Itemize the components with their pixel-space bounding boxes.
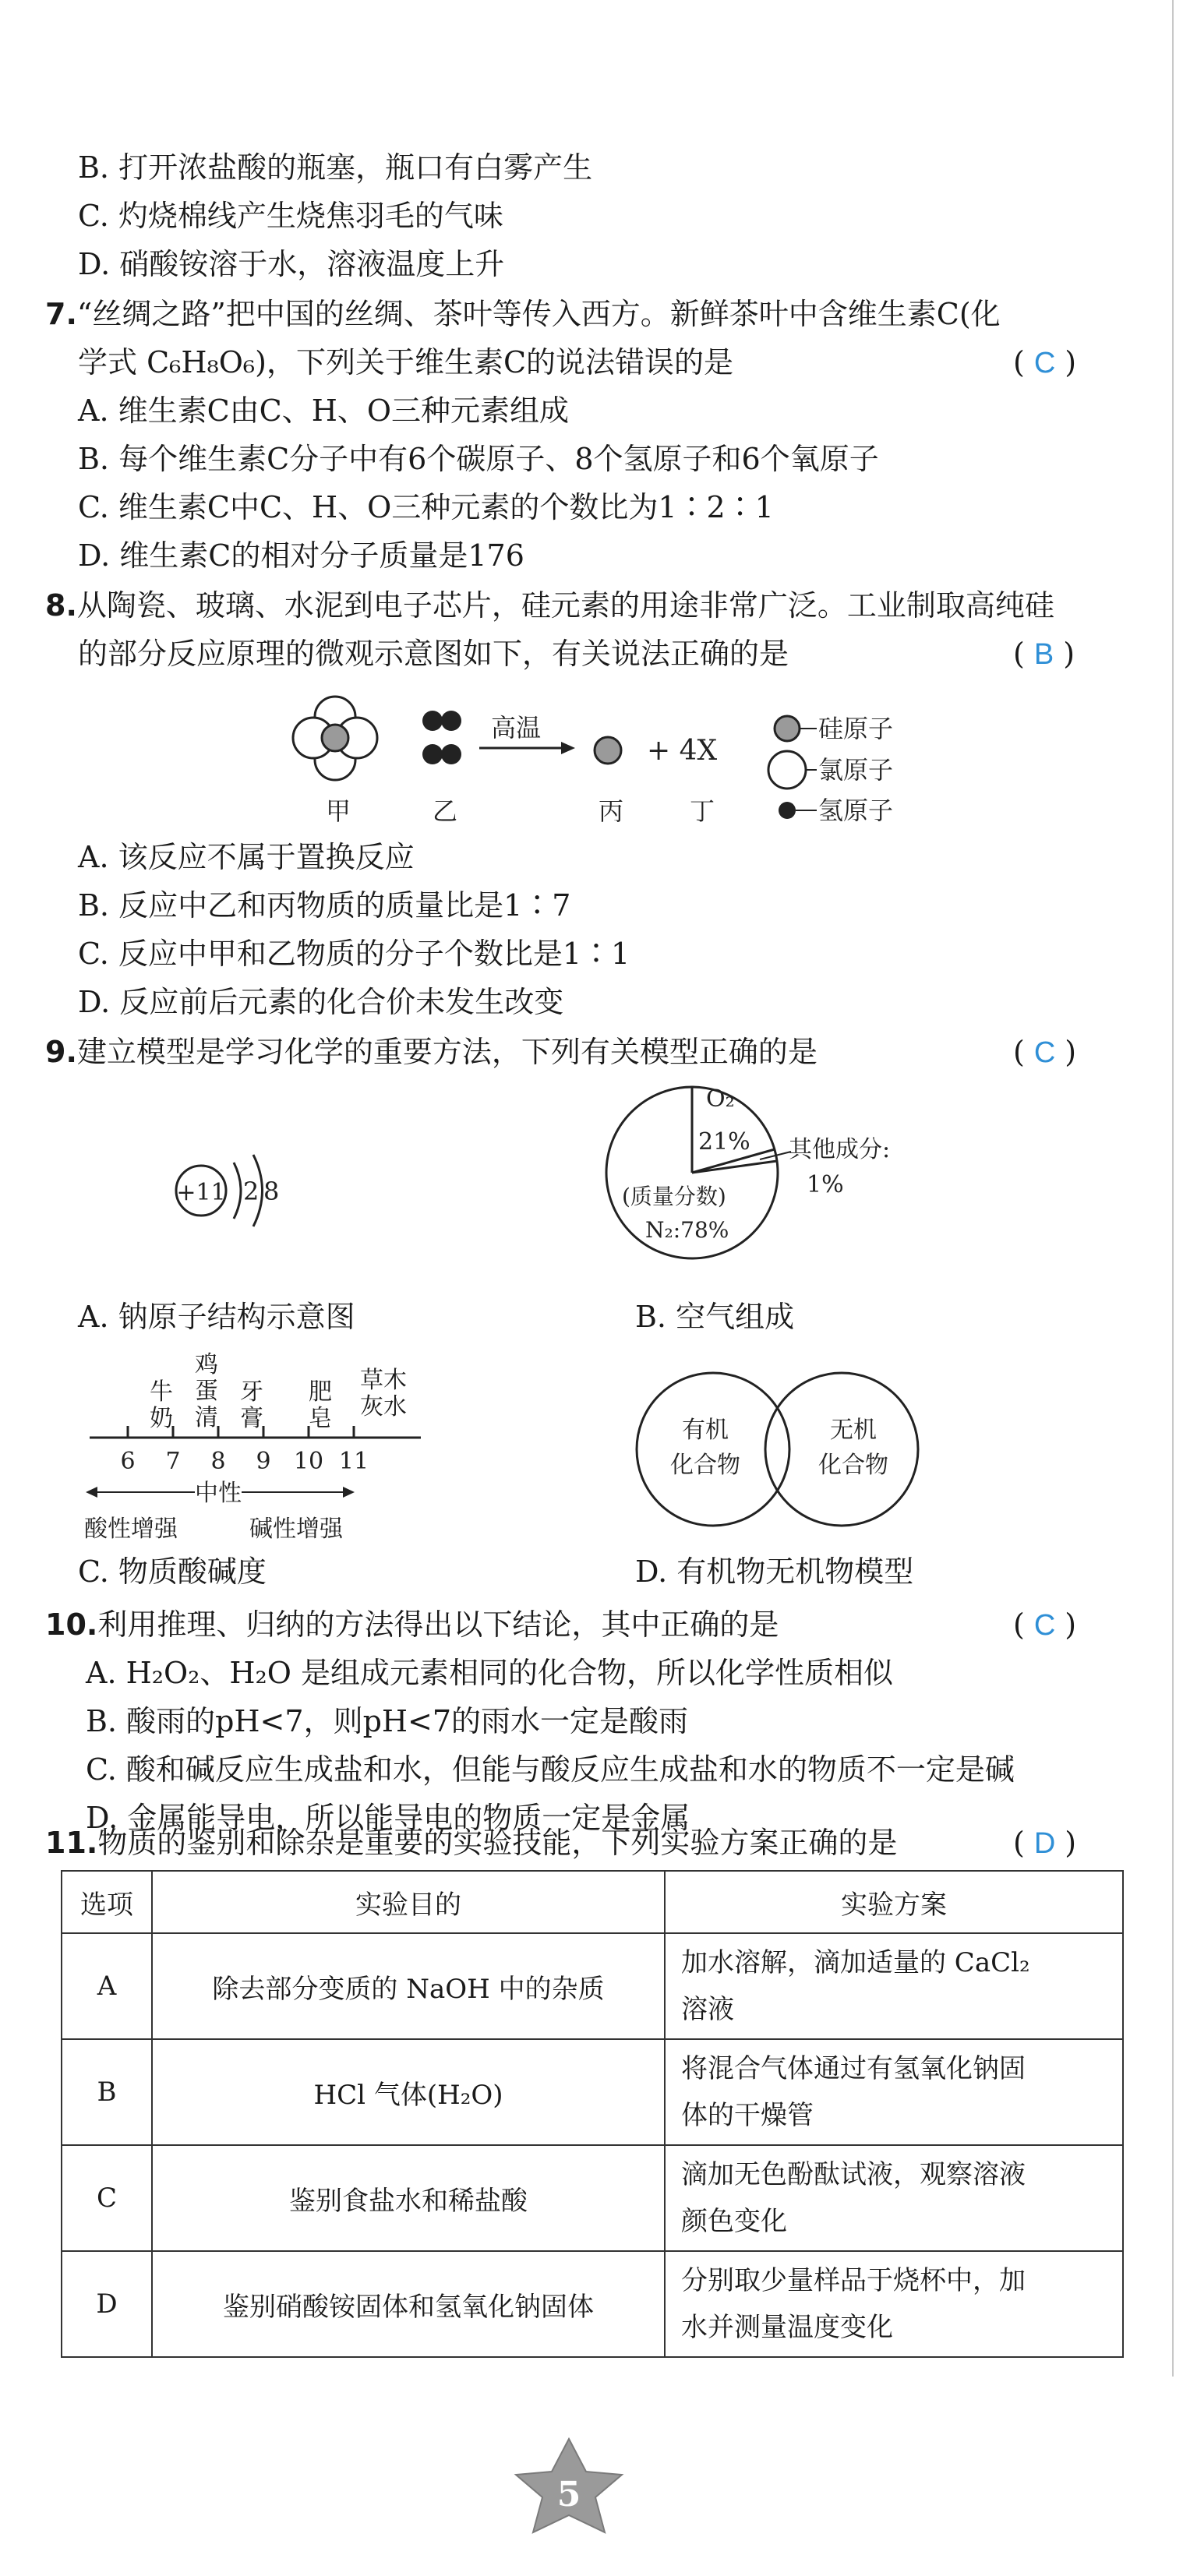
venn-left-line1: 有机 bbox=[682, 1417, 729, 1444]
q7-stem-text: “丝绸之路”把中国的丝绸、茶叶等传入西方。新鲜茶叶中含维生素C(化 bbox=[76, 297, 1001, 331]
ph-tick-7: 7 bbox=[165, 1448, 181, 1475]
row-option: A bbox=[62, 1933, 152, 2039]
ph-neutral-label: 中性 bbox=[195, 1480, 242, 1507]
q9-answer: ( C ) bbox=[1013, 1035, 1077, 1069]
q9-option-d: D. 有机物无机物模型 bbox=[635, 1554, 914, 1589]
plan-line1: 滴加无色酚酞试液，观察溶液 bbox=[681, 2159, 1026, 2190]
plan-line1: 将混合气体通过有氢氧化钠固 bbox=[681, 2053, 1026, 2084]
ph-item-egg-white: 鸡蛋清 bbox=[195, 1351, 218, 1431]
plan-line2: 颜色变化 bbox=[681, 2206, 787, 2237]
ph-item-milk: 牛奶 bbox=[150, 1378, 173, 1432]
row-goal: 除去部分变质的 NaOH 中的杂质 bbox=[152, 1933, 665, 2039]
prev-option-d: D. 硝酸铵溶于水，溶液温度上升 bbox=[78, 247, 505, 281]
label-ding: 丁 bbox=[690, 796, 715, 826]
q10-answer-letter: C bbox=[1033, 1609, 1056, 1642]
q8-option-d: D. 反应前后元素的化合价未发生改变 bbox=[78, 985, 564, 1019]
prev-option-c: C. 灼烧棉线产生烧焦羽毛的气味 bbox=[78, 199, 503, 233]
atom-shell-2: 8 bbox=[263, 1177, 280, 1206]
ph-tick-8: 8 bbox=[210, 1448, 226, 1475]
air-others-percent: 1% bbox=[807, 1171, 844, 1198]
reaction-condition: 高温 bbox=[491, 713, 542, 743]
q9-option-c: C. 物质酸碱度 bbox=[78, 1554, 267, 1589]
row-goal: 鉴别食盐水和稀盐酸 bbox=[152, 2145, 665, 2251]
q8-stem-line2: 的部分反应原理的微观示意图如下，有关说法正确的是 bbox=[78, 637, 789, 671]
q11-answer: ( D ) bbox=[1013, 1826, 1077, 1860]
q9-option-a: A. 钠原子结构示意图 bbox=[78, 1300, 355, 1334]
product-4x: + 4X bbox=[647, 735, 718, 767]
prev-option-b: B. 打开浓盐酸的瓶塞，瓶口有白雾产生 bbox=[78, 150, 593, 185]
q7-answer: ( C ) bbox=[1013, 345, 1077, 379]
q10-option-c: C. 酸和碱反应生成盐和水，但能与酸反应生成盐和水的物质不一定是碱 bbox=[86, 1752, 1015, 1787]
air-o2-label: O₂ bbox=[706, 1085, 735, 1113]
plan-line2: 水并测量温度变化 bbox=[681, 2312, 893, 2343]
row-option: C bbox=[62, 2145, 152, 2251]
air-mass-note: (质量分数) bbox=[622, 1184, 726, 1209]
header-goal: 实验目的 bbox=[152, 1871, 665, 1933]
row-option: B bbox=[62, 2039, 152, 2145]
venn-right-line1: 无机 bbox=[830, 1417, 877, 1444]
page-number: 5 bbox=[556, 2475, 581, 2514]
q8-answer: ( B ) bbox=[1013, 637, 1075, 671]
air-o2-percent: 21% bbox=[698, 1128, 750, 1156]
legend-silicon: 硅原子 bbox=[818, 714, 894, 743]
plan-line2: 体的干燥管 bbox=[681, 2100, 814, 2131]
air-others-label: 其他成分: bbox=[789, 1136, 891, 1163]
q7-option-a: A. 维生素C由C、H、O三种元素组成 bbox=[78, 393, 570, 428]
q8-option-c: C. 反应中甲和乙物质的分子个数比是1∶1 bbox=[78, 937, 630, 971]
q10-number: 10. bbox=[45, 1607, 98, 1642]
label-jia: 甲 bbox=[326, 796, 351, 826]
plan-line1: 分别取少量样品于烧杯中，加 bbox=[681, 2265, 1026, 2296]
ph-tick-10: 10 bbox=[293, 1448, 324, 1475]
air-n2-label: N₂:78% bbox=[645, 1217, 729, 1243]
q7-stem-line2: 学式 C₆H₈O₆)，下列关于维生素C的说法错误的是 bbox=[78, 345, 734, 379]
header-option: 选项 bbox=[62, 1871, 152, 1933]
label-yi: 乙 bbox=[433, 796, 458, 826]
q7-option-c: C. 维生素C中C、H、O三种元素的个数比为1∶2∶1 bbox=[78, 490, 774, 524]
q9-number: 9. bbox=[45, 1035, 77, 1069]
q7-number: 7. bbox=[45, 297, 77, 331]
ph-acid-label: 酸性增强 bbox=[84, 1516, 178, 1543]
q8-stem-text: 从陶瓷、玻璃、水泥到电子芯片，硅元素的用途非常广泛。工业制取高纯硅 bbox=[76, 588, 1054, 623]
q10-option-a: A. H₂O₂、H₂O 是组成元素相同的化合物，所以化学性质相似 bbox=[86, 1656, 893, 1690]
atom-nucleus: +11 bbox=[176, 1179, 226, 1206]
q7-option-d: D. 维生素C的相对分子质量是176 bbox=[78, 538, 524, 573]
header-plan: 实验方案 bbox=[665, 1871, 1123, 1933]
q11-answer-letter: D bbox=[1033, 1827, 1056, 1860]
row-goal: 鉴别硝酸铵固体和氢氧化钠固体 bbox=[152, 2251, 665, 2357]
legend-hydrogen: 氢原子 bbox=[818, 796, 894, 825]
q10-stem-text: 利用推理、归纳的方法得出以下结论，其中正确的是 bbox=[97, 1607, 779, 1642]
q11-stem-text: 物质的鉴别和除杂是重要的实验技能，下列实验方案正确的是 bbox=[97, 1826, 898, 1860]
ph-base-label: 碱性增强 bbox=[249, 1516, 343, 1543]
row-option: D bbox=[62, 2251, 152, 2357]
ph-tick-11: 11 bbox=[338, 1448, 369, 1475]
label-bing: 丙 bbox=[599, 796, 624, 826]
q11-number: 11. bbox=[45, 1826, 98, 1860]
q8-option-b: B. 反应中乙和丙物质的质量比是1∶7 bbox=[78, 888, 571, 923]
q9-option-b: B. 空气组成 bbox=[635, 1300, 795, 1334]
ph-item-toothpaste: 牙膏 bbox=[240, 1378, 263, 1432]
q8-option-a: A. 该反应不属于置换反应 bbox=[78, 840, 415, 874]
q10-answer: ( C ) bbox=[1013, 1607, 1077, 1642]
ph-tick-9: 9 bbox=[256, 1448, 271, 1475]
atom-shell-1: 2 bbox=[243, 1177, 260, 1206]
ph-item-plant-ash: 草木灰水 bbox=[360, 1367, 407, 1420]
q10-option-d: D. 金属能导电，所以能导电的物质一定是金属 bbox=[86, 1801, 690, 1835]
plan-line1: 加水溶解，滴加适量的 CaCl₂ bbox=[681, 1947, 1030, 1978]
row-goal: HCl 气体(H₂O) bbox=[152, 2039, 665, 2145]
q7-option-b: B. 每个维生素C分子中有6个碳原子、8个氢原子和6个氧原子 bbox=[78, 442, 879, 476]
legend-chlorine: 氯原子 bbox=[818, 755, 894, 785]
venn-left-line2: 化合物 bbox=[670, 1452, 740, 1479]
ph-tick-6: 6 bbox=[120, 1448, 136, 1475]
q9-stem-text: 建立模型是学习化学的重要方法，下列有关模型正确的是 bbox=[76, 1035, 818, 1069]
q8-answer-letter: B bbox=[1033, 638, 1054, 671]
ph-item-soap: 肥皂 bbox=[309, 1378, 332, 1432]
q8-number: 8. bbox=[45, 588, 77, 623]
venn-right-line2: 化合物 bbox=[818, 1452, 888, 1479]
q7-answer-letter: C bbox=[1033, 347, 1056, 379]
q9-answer-letter: C bbox=[1033, 1036, 1056, 1069]
plan-line2: 溶液 bbox=[681, 1994, 734, 2025]
q10-option-b: B. 酸雨的pH<7，则pH<7的雨水一定是酸雨 bbox=[86, 1704, 689, 1738]
